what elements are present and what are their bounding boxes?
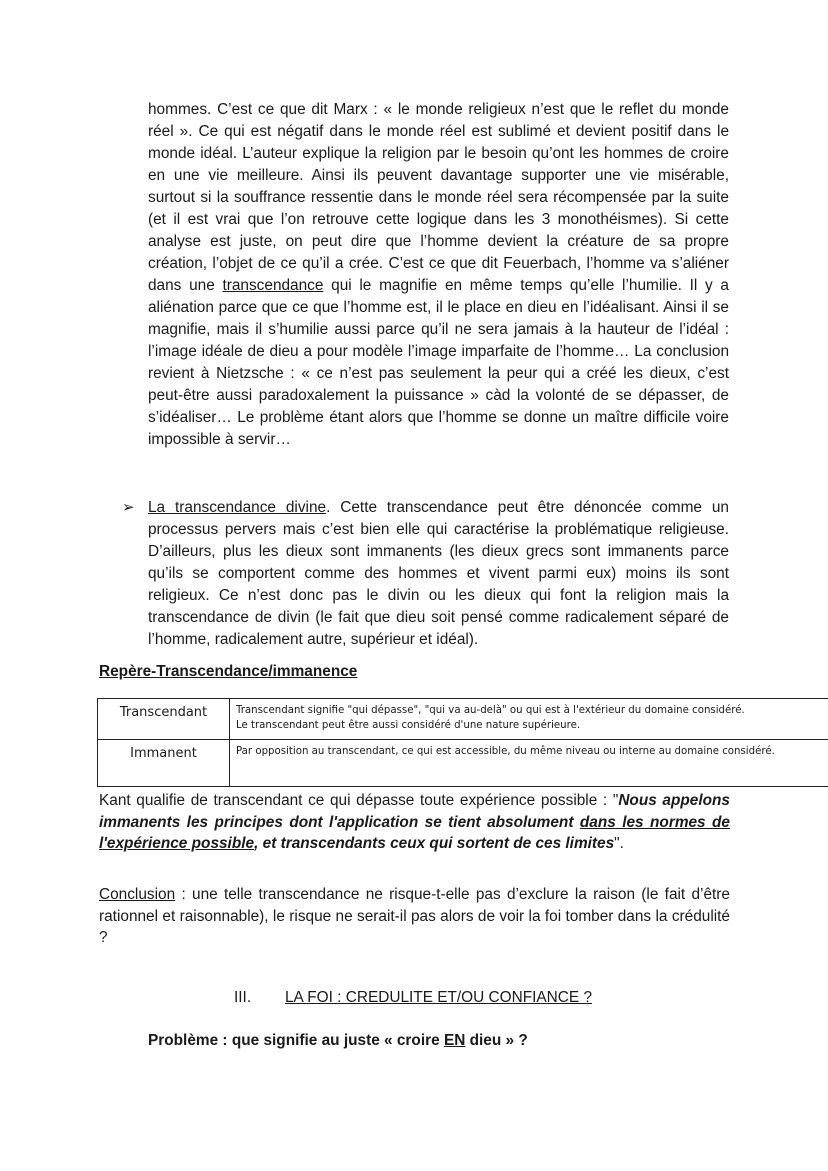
term-cell: Immanent — [98, 740, 230, 787]
definition-line: Le transcendant peut être aussi considéré d'une nature supérieure. — [236, 720, 581, 731]
table-row — [98, 699, 828, 740]
conclusion-text: : une telle transcendance ne risque-t-elle pas d’exclure la raison (le fait d’être rationnel et raisonnable), le risque ne serait-il pas alors de voir la foi tomber dans la crédulité ? — [99, 886, 730, 946]
underlined-term: transcendance — [222, 277, 324, 294]
bullet-transcendance-divine — [148, 497, 729, 651]
repere-table — [97, 698, 828, 787]
section-title: Repère-Transcendance/immanence — [99, 663, 358, 680]
kant-quote-paragraph — [99, 790, 730, 855]
conclusion-label: Conclusion — [99, 886, 176, 903]
table-row — [98, 740, 828, 787]
paragraph-marx-feuerbach-nietzsche — [148, 99, 729, 451]
bullet-title: La transcendance divine — [148, 499, 327, 516]
quote-bold-italic: Nous appelons immanents les principes dont l'application se tient absolument — [99, 792, 730, 831]
definition-cell — [230, 740, 828, 787]
quote-bold-italic: , et transcendants ceux qui sortent de ces limites — [254, 835, 615, 852]
quote-bold-italic-underlined: dans les normes de l'expérience possible — [99, 813, 730, 852]
definition-line: Transcendant signifie "qui dépasse", "qui va au-delà" ou qui est à l'extérieur du domaine considéré. — [236, 705, 745, 716]
section-heading: LA FOI : CREDULITE ET/OU CONFIANCE ? — [285, 989, 593, 1006]
problem-text: dieu » ? — [465, 1032, 528, 1049]
arrow-bullet-icon: ➢ — [122, 499, 135, 516]
paragraph-text: qui le magnifie en même temps qu’elle l’humilie. Il y a aliénation parce que ce que l’homme est, il le place en dieu en l’idéalisant. Ainsi il se magnifie, mais il s’humilie aussi parce qu’il ne sera jamais à la hauteur de l’idéal : l’image idéale de dieu a pour modèle l’image imparfaite de l’homme… La conclusion revient à Nietzsche : « ce n’est pas seulement la peur qui a créé les dieux, c’est peut-être aussi paradoxalement la puissance » càd la volonté de se dépasser, de s’idéaliser… Le problème étant alors que l’homme se donne un maître difficile voire impossible à servir… — [148, 277, 729, 448]
definition-cell — [230, 699, 828, 740]
conclusion-paragraph — [99, 884, 730, 949]
term-cell: Transcendant — [98, 699, 230, 740]
problem-statement — [148, 1032, 528, 1050]
paragraph-text: Kant qualifie de transcendant ce qui dépasse toute expérience possible : " — [99, 792, 619, 809]
problem-emphasis: EN — [443, 1032, 466, 1049]
problem-text: Problème : que signifie au juste « croire — [148, 1032, 444, 1049]
bullet-text: . Cette transcendance peut être dénoncée comme un processus pervers mais c’est bien elle qui caractérise la problématique religieuse. D’ailleurs, plus les dieux sont immanents (les dieux grecs sont immanents parce qu’ils se comportent comme des hommes et vivent parmi eux) moins ils sont religieux. Ce n’est donc pas le divin ou les dieux qui font la religion mais la transcendance de divin (le fait que dieu soit pensé comme radicalement séparé de l’homme, radicalement autre, supérieur et idéal). — [148, 499, 729, 648]
definition-line: Par opposition au transcendant, ce qui est accessible, du même niveau ou interne au domaine considéré. — [236, 746, 775, 757]
paragraph-text: ". — [614, 835, 624, 852]
section-number: III. — [234, 989, 252, 1006]
paragraph-text: hommes. C’est ce que dit Marx : « le monde religieux n’est que le reflet du monde réel ». Ce qui est négatif dans le monde réel est sublimé et devient positif dans le monde idéal. L’auteur explique la religion par le besoin qu’ont les hommes de croire en une vie meilleure. Ainsi ils peuvent davantage supporter une vie misérable, surtout si la souffrance ressentie dans le monde réel sera récompensée par la suite (et il est vrai que l’on retrouve cette logique dans les 3 monothéismes). Si cette analyse est juste, on peut dire que l’homme devient la créature de sa propre création, l’objet de ce qu’il a crée. C’est ce que dit Feuerbach, l’homme va s’aliéner dans une — [148, 101, 729, 294]
